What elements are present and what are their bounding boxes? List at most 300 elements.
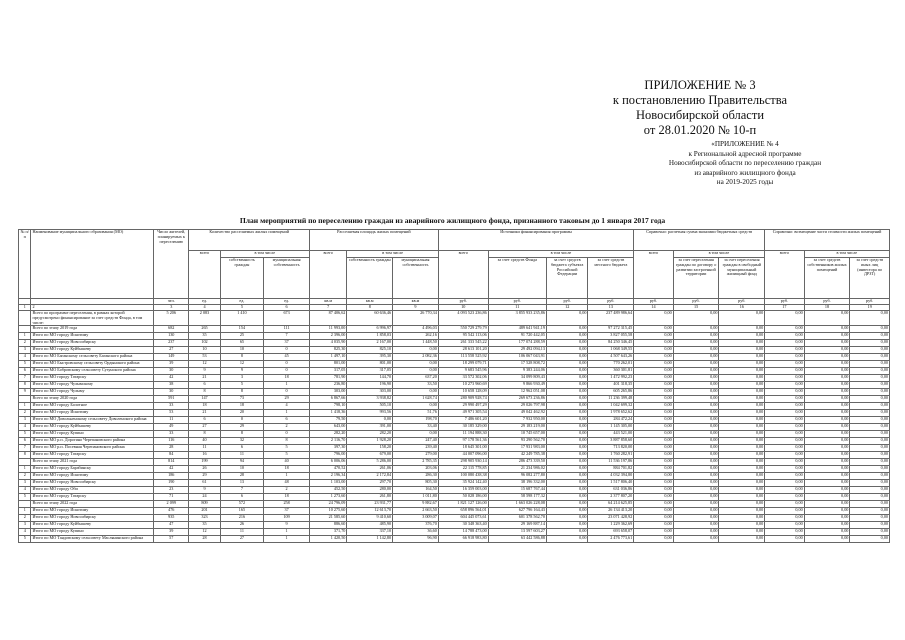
row-number-cell: 5	[19, 494, 31, 501]
value-cell: 32	[220, 438, 264, 445]
area-municipal-header: муниципальная собственность	[393, 258, 439, 299]
row-number-cell: 7	[19, 375, 31, 382]
value-cell: 0,00	[765, 515, 804, 522]
value-cell: 0,00	[546, 515, 588, 522]
municipality-name-cell: Итого по МО городу Оби	[31, 487, 154, 494]
value-cell: 796,00	[309, 452, 346, 459]
value-cell: 47	[154, 522, 189, 529]
count-citizens-header: собственность граждан	[220, 258, 264, 299]
value-cell: 0,00	[719, 311, 765, 326]
value-cell: 0,00	[765, 466, 804, 473]
value-cell: 0,00	[719, 522, 765, 529]
value-cell: 0,00	[765, 529, 804, 536]
value-cell: 109	[264, 515, 310, 522]
value-cell: 71	[154, 494, 189, 501]
value-cell: 91 720 442,05	[488, 333, 546, 340]
value-cell: 6	[189, 382, 220, 389]
value-cell: 0,00	[719, 347, 765, 354]
count-municipal-header: муниципальная собственность	[264, 258, 310, 299]
column-number-cell: 11	[488, 305, 546, 311]
value-cell: 0,00	[765, 536, 804, 543]
value-cell: 0,00	[546, 452, 588, 459]
column-number-cell: 1	[19, 305, 31, 311]
value-cell: 8	[220, 354, 264, 361]
value-cell: 0,00	[673, 368, 719, 375]
value-cell: 10	[220, 347, 264, 354]
value-cell: 886,60	[309, 522, 346, 529]
col-name-header: Наименование муниципального образования (МО)	[31, 230, 154, 299]
value-cell: 15 687 767,44	[488, 487, 546, 494]
municipality-name-cell: Итого по МО городу Искитиму	[31, 473, 154, 480]
value-cell: 0,00	[719, 515, 765, 522]
column-number-cell: 15	[673, 305, 719, 311]
value-cell: 391,00	[347, 424, 393, 431]
value-cell: 298 905 930,14	[438, 459, 488, 466]
value-cell: 0,00	[850, 494, 890, 501]
value-cell: 21	[189, 410, 220, 417]
municipality-name-cell: Итого по МО городу Татарску	[31, 375, 154, 382]
value-cell: 0,00	[634, 536, 673, 543]
value-cell: 0,00	[765, 382, 804, 389]
municipality-name-cell: Всего по этапу 2021 года	[31, 459, 154, 466]
value-cell: 53	[189, 354, 220, 361]
value-cell: 0,00	[850, 333, 890, 340]
value-cell: 11	[220, 529, 264, 536]
unit-cell: руб.	[634, 299, 673, 305]
value-cell: 0,00	[850, 438, 890, 445]
value-cell: 489 641 941,19	[488, 326, 546, 333]
value-cell: 0,00	[393, 361, 439, 368]
value-cell: 0,00	[850, 354, 890, 361]
area-citizens-header: собственность граждан	[347, 258, 393, 299]
value-cell: 6	[264, 417, 310, 424]
value-cell: 61	[189, 480, 220, 487]
value-cell: 0,00	[719, 403, 765, 410]
municipality-name-cell: Всего по этапу 2020 года	[31, 396, 154, 403]
value-cell: 1	[264, 536, 310, 543]
table-row	[19, 347, 890, 354]
value-cell: 572	[220, 501, 264, 508]
value-cell: 9 383 244,06	[488, 368, 546, 375]
value-cell: 1 517 806,40	[588, 480, 634, 487]
value-cell: 201	[189, 508, 220, 515]
value-cell: 36,60	[393, 529, 439, 536]
value-cell: 0,00	[850, 424, 890, 431]
column-number-cell: 2	[31, 305, 154, 311]
value-cell: 9	[189, 487, 220, 494]
value-cell: 37	[264, 508, 310, 515]
value-cell: 805,30	[393, 480, 439, 487]
value-cell: 0,00	[673, 347, 719, 354]
value-cell: 0,00	[804, 445, 850, 452]
value-cell: 113 558 525,92	[438, 354, 488, 361]
table-row	[19, 375, 890, 382]
value-cell: 0,00	[804, 389, 850, 396]
value-cell: 601 378 562,70	[488, 515, 546, 522]
value-cell: 48	[264, 480, 310, 487]
row-number-cell: 3	[19, 417, 31, 424]
value-cell: 0,00	[546, 445, 588, 452]
value-cell: 0,00	[850, 529, 890, 536]
fund-header: за счет средств Фонда	[488, 258, 546, 299]
value-cell: 0,00	[804, 522, 850, 529]
row-number-cell: 1	[19, 466, 31, 473]
value-cell: 261,80	[347, 494, 393, 501]
value-cell: 144,70	[347, 375, 393, 382]
value-cell: 97 272 315,45	[588, 326, 634, 333]
value-cell: 0,00	[673, 438, 719, 445]
value-cell: 0,00	[765, 501, 804, 508]
value-cell: 0,00	[393, 347, 439, 354]
table-row	[19, 410, 890, 417]
value-cell: 0,00	[546, 347, 588, 354]
value-cell: 0,00	[765, 494, 804, 501]
value-cell: 0,00	[546, 508, 588, 515]
value-cell: 0,00	[765, 424, 804, 431]
value-cell: 0,00	[765, 361, 804, 368]
regional-header: за счет средств бюджета субъекта Российской Федерации	[546, 258, 588, 299]
row-number-cell: 3	[19, 480, 31, 487]
value-cell: 0,00	[393, 389, 439, 396]
row-number-cell: 4	[19, 487, 31, 494]
value-cell: 0,00	[546, 424, 588, 431]
value-cell: 38 196 332,00	[488, 480, 546, 487]
value-cell: 0,00	[634, 501, 673, 508]
value-cell: 0,00	[546, 382, 588, 389]
value-cell: 0,00	[850, 515, 890, 522]
value-cell: 0,00	[804, 473, 850, 480]
value-cell: 3 855 933 235,86	[488, 311, 546, 326]
value-cell: 0,00	[673, 340, 719, 347]
row-number-cell: 8	[19, 382, 31, 389]
col-count-header: Количество расселяемых жилых помещений	[189, 230, 310, 251]
table-row	[19, 501, 890, 508]
value-cell: 0,00	[804, 354, 850, 361]
value-cell: 0,00	[850, 361, 890, 368]
value-cell: 0,00	[765, 487, 804, 494]
value-cell: 11 194 888,30	[438, 431, 488, 438]
value-cell: 0,00	[804, 311, 850, 326]
value-cell: 0,00	[634, 529, 673, 536]
value-cell: 0,00	[804, 417, 850, 424]
unit-cell: руб.	[438, 299, 488, 305]
value-cell: 26 770,34	[393, 311, 439, 326]
value-cell: 0,00	[719, 417, 765, 424]
value-cell: 203,06	[393, 466, 439, 473]
value-cell: 95 542 113,06	[438, 333, 488, 340]
table-row	[19, 326, 890, 333]
value-cell: 1 448,50	[393, 340, 439, 347]
area-total-header: всего	[309, 251, 346, 299]
ex1-header: за счет переселения граждан по договору о развитии застроенной территории	[673, 258, 719, 299]
value-cell: 1 472 992,23	[588, 375, 634, 382]
value-cell: 96 082 277,80	[488, 473, 546, 480]
annex-region: Новосибирской области	[635, 108, 765, 122]
value-cell: 0,00	[850, 389, 890, 396]
value-cell: 0,00	[804, 431, 850, 438]
ref1-total-header: всего	[634, 251, 673, 299]
value-cell: 30	[154, 389, 189, 396]
document-title: План мероприятий по переселению граждан из аварийного жилищного фонда, признанного таковым до 1 января 2017 года	[239, 216, 666, 225]
value-cell: 27	[189, 424, 220, 431]
value-cell: 0,00	[804, 529, 850, 536]
resettlement-plan-table	[18, 229, 890, 543]
value-cell: 84	[154, 452, 189, 459]
value-cell: 37	[264, 340, 310, 347]
value-cell: 186	[154, 473, 189, 480]
value-cell: 64 214 625,85	[588, 501, 634, 508]
municipality-name-cell: Итого по МО городу Искитиму	[31, 333, 154, 340]
value-cell: 801,00	[347, 361, 393, 368]
value-cell: 0,00	[393, 403, 439, 410]
table-row	[19, 424, 890, 431]
value-cell: 25	[220, 333, 264, 340]
value-cell: 190	[154, 480, 189, 487]
row-number-cell	[19, 311, 31, 326]
value-cell: 9	[220, 368, 264, 375]
value-cell: 0,00	[634, 459, 673, 466]
value-cell: 0,00	[765, 452, 804, 459]
column-number-cell: 7	[309, 305, 346, 311]
value-cell: 29	[189, 473, 220, 480]
value-cell: 0,00	[673, 487, 719, 494]
row-number-cell: 2	[19, 473, 31, 480]
unit-cell: ед.	[264, 299, 310, 305]
value-cell: 29	[220, 424, 264, 431]
value-cell: 30 348 363,40	[438, 522, 488, 529]
value-cell: 28	[189, 536, 220, 543]
value-cell: 0,00	[765, 368, 804, 375]
value-cell: 0,00	[546, 410, 588, 417]
value-cell: 1	[264, 382, 310, 389]
value-cell: 0,00	[546, 431, 588, 438]
value-cell: 297,70	[347, 480, 393, 487]
col-ref2-header: Справочно: возмещение части стоимости жилых помещений	[765, 230, 890, 251]
value-cell: 0,00	[850, 480, 890, 487]
value-cell: 0,00	[634, 431, 673, 438]
value-cell: 149	[154, 354, 189, 361]
row-number-cell: 1	[19, 508, 31, 515]
table-row	[19, 515, 890, 522]
value-cell: 261 333 545,22	[438, 340, 488, 347]
value-cell: 0	[264, 389, 310, 396]
table-row	[19, 459, 890, 466]
value-cell: 1 821 127 126,00	[438, 501, 488, 508]
value-cell: 0,00	[804, 333, 850, 340]
sources-total-header: всего	[438, 251, 488, 299]
value-cell: 0,00	[804, 515, 850, 522]
value-cell: 147	[189, 396, 220, 403]
value-cell: 0,00	[804, 375, 850, 382]
value-cell: 38	[154, 382, 189, 389]
value-cell: 20	[220, 410, 264, 417]
value-cell: 5	[264, 452, 310, 459]
value-cell: 9	[264, 522, 310, 529]
unit-cell: руб.	[546, 299, 588, 305]
value-cell: 713 820,00	[588, 445, 634, 452]
value-cell: 27	[220, 536, 264, 543]
value-cell: 0,00	[719, 438, 765, 445]
value-cell: 0,00	[850, 431, 890, 438]
area-incl-header: в том числе	[347, 251, 438, 258]
value-cell: 0,00	[546, 375, 588, 382]
value-cell: 303,00	[309, 389, 346, 396]
value-cell: 0,00	[719, 375, 765, 382]
value-cell: 0,00	[804, 340, 850, 347]
value-cell: 5 206	[154, 311, 189, 326]
value-cell: 0,00	[765, 473, 804, 480]
value-cell: 0,00	[850, 522, 890, 529]
value-cell: 0,00	[719, 368, 765, 375]
value-cell: 0,00	[546, 487, 588, 494]
value-cell: 29 990 497,29	[438, 403, 488, 410]
value-cell: 0,00	[634, 445, 673, 452]
value-cell: 18	[264, 494, 310, 501]
municipality-name-cell: Итого по МО Бобровскому сельсовету Сузунского района	[31, 368, 154, 375]
table-row	[19, 480, 890, 487]
municipality-name-cell: Итого по МО городу Татарску	[31, 494, 154, 501]
column-number-cell: 12	[546, 305, 588, 311]
value-cell: 605 265,86	[588, 389, 634, 396]
value-cell: 53	[154, 410, 189, 417]
value-cell: 0,00	[634, 424, 673, 431]
subheader-line: на 2019-2025 годы	[716, 178, 774, 186]
value-cell: 0,00	[804, 438, 850, 445]
value-cell: 106 067 043,91	[488, 354, 546, 361]
value-cell: 303,00	[347, 389, 393, 396]
value-cell: 44 007 096,00	[438, 452, 488, 459]
value-cell: 8	[189, 431, 220, 438]
unit-cell: руб.	[719, 299, 765, 305]
value-cell: 12 962 051,08	[488, 389, 546, 396]
value-cell: 0,00	[719, 431, 765, 438]
value-cell: 0,00	[634, 487, 673, 494]
table-row	[19, 431, 890, 438]
value-cell: 679,00	[347, 452, 393, 459]
value-cell: 177 074 288,59	[488, 340, 546, 347]
value-cell: 337,10	[347, 529, 393, 536]
value-cell: 7	[220, 487, 264, 494]
value-cell: 0,00	[673, 536, 719, 543]
value-cell: 0,00	[850, 326, 890, 333]
value-cell: 17 528 808,72	[488, 361, 546, 368]
value-cell: 65	[220, 340, 264, 347]
value-cell: 637,20	[393, 375, 439, 382]
column-number-cell: 4	[189, 305, 220, 311]
value-cell: 0,00	[673, 382, 719, 389]
value-cell: 216	[220, 515, 264, 522]
value-cell: 0,00	[634, 438, 673, 445]
value-cell: 371,70	[309, 529, 346, 536]
value-cell: 0,00	[673, 431, 719, 438]
ex3-header: за счет средств собственников жилых помещений	[804, 258, 850, 299]
unit-cell: руб.	[588, 299, 634, 305]
column-number-cell: 14	[634, 305, 673, 311]
row-number-cell	[19, 501, 31, 508]
value-cell: 18	[220, 403, 264, 410]
value-cell: 0,00	[765, 375, 804, 382]
table-row	[19, 417, 890, 424]
table-row	[19, 445, 890, 452]
value-cell: 0,00	[546, 326, 588, 333]
value-cell: 0,00	[850, 403, 890, 410]
column-number-cell: 5	[220, 305, 264, 311]
value-cell: 97 178 561,36	[438, 438, 488, 445]
value-cell: 236,80	[309, 382, 346, 389]
value-cell: 0,00	[546, 417, 588, 424]
municipality-name-cell: Итого по МО городу Новосибирску	[31, 515, 154, 522]
column-number-cell: 8	[347, 305, 393, 311]
unit-cell: руб.	[765, 299, 804, 305]
annex-ref: к постановлению Правительства	[612, 93, 788, 107]
column-number-cell: 10	[438, 305, 488, 311]
col-residents-header: Число жителей, планируемых к переселению	[154, 230, 189, 299]
value-cell: 0,00	[850, 445, 890, 452]
value-cell: 14 788 473,00	[438, 529, 488, 536]
table-row	[19, 487, 890, 494]
value-cell: 0,00	[546, 361, 588, 368]
value-cell: 1 042 699,32	[588, 403, 634, 410]
table-row	[19, 368, 890, 375]
value-cell: 0,00	[765, 326, 804, 333]
value-cell: 1 858,03	[347, 333, 393, 340]
value-cell: 395,30	[347, 354, 393, 361]
value-cell: 26	[189, 466, 220, 473]
value-cell: 631 036,86	[588, 487, 634, 494]
unit-cell: руб.	[804, 299, 850, 305]
value-cell: 79,50	[309, 417, 346, 424]
value-cell: 57	[154, 536, 189, 543]
value-cell: 24	[189, 494, 220, 501]
value-cell: 2 167,00	[347, 340, 393, 347]
value-cell: 49 042 462,92	[488, 410, 546, 417]
row-number-cell	[19, 396, 31, 403]
value-cell: 94	[220, 459, 264, 466]
row-number-cell: 3	[19, 522, 31, 529]
value-cell: 27	[154, 347, 189, 354]
value-cell: 3 827 055,58	[588, 333, 634, 340]
value-cell: 0,00	[634, 480, 673, 487]
value-cell: 814	[154, 459, 189, 466]
value-cell: 87 406,62	[309, 311, 346, 326]
value-cell: 10	[220, 466, 264, 473]
value-cell: 1	[264, 529, 310, 536]
value-cell: 1 229 362,69	[588, 522, 634, 529]
value-cell: 269 673 236,86	[488, 396, 546, 403]
value-cell: 0,00	[719, 361, 765, 368]
value-cell: 28	[154, 445, 189, 452]
value-cell: 0,00	[673, 326, 719, 333]
row-number-cell: 4	[19, 424, 31, 431]
value-cell: 0,00	[850, 375, 890, 382]
value-cell: 0,00	[673, 494, 719, 501]
value-cell: 1	[264, 410, 310, 417]
value-cell: 58 598 177,32	[488, 494, 546, 501]
value-cell: 452,50	[309, 487, 346, 494]
municipality-name-cell: Всего по этапу 2022 года	[31, 501, 154, 508]
value-cell: 0,00	[673, 311, 719, 326]
value-cell: 23 931,77	[347, 501, 393, 508]
municipality-name-cell: Итого по МО Довольненскому сельсовету Доволенского района	[31, 417, 154, 424]
value-cell: 29 492 094,13	[488, 347, 546, 354]
municipality-name-cell: Итого по МО городу Куйбышеву	[31, 424, 154, 431]
unit-cell: руб.	[673, 299, 719, 305]
value-cell: 0,00	[850, 417, 890, 424]
value-cell: 884 701,82	[588, 466, 634, 473]
table-row	[19, 522, 890, 529]
value-cell: 317,05	[347, 368, 393, 375]
column-number-cell: 19	[850, 305, 890, 311]
